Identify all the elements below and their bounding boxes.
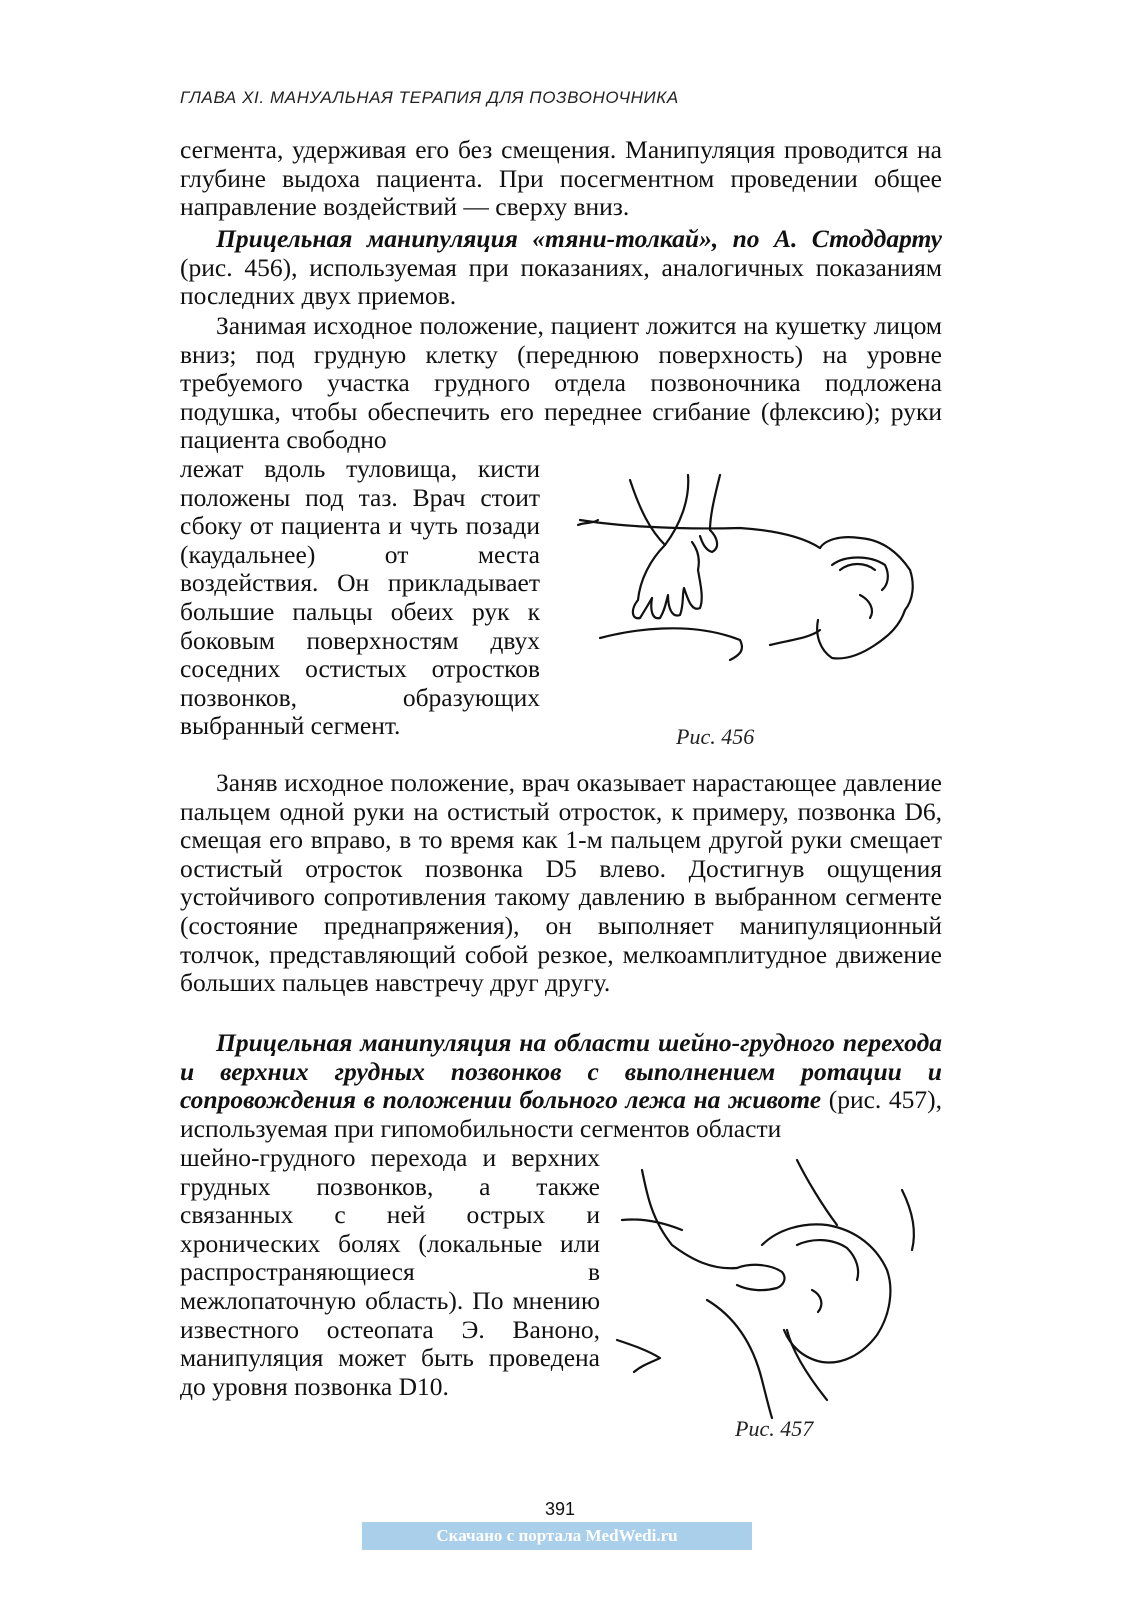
fig456-arm2 [710,475,720,530]
fig457-shoulder [707,1300,772,1418]
figure-457-illustration [612,1150,942,1420]
fig456-thumb [700,530,717,552]
paragraph-3-wrap: лежат вдоль туловища, кисти положены под таз. Врач стоит сбоку от пациента и чуть позади (каудальнее) от места воздействия. Он прикладывает большие пальцы обеих рук к боковым поверхностям двух соседних остистых отростков позвонков, образующих выбранный сегмент. [180,454,540,741]
paragraph-3: Занимая исходное положение, пациент ложится на кушетку лицом вниз; под грудную клетку (переднюю поверхность) на уровне требуемого участка грудного отдела позвоночника подложена подушка, чтобы обеспечить его переднее сгибание (флексию); руки пациента свободно [180,311,942,455]
paragraph-5-text: (рис. 457), используемая при гипомобильности сегментов области [180,1085,943,1143]
paragraph-1: сегмента, удерживая его без смещения. Манипуляция проводится на глубине выдоха пациента. При посегментном проведении общее направление воздействий — сверху вниз. [180,135,942,222]
fig457-head [762,1224,890,1362]
fig457-arm-bottom [617,1340,660,1372]
fig457-arm-left [642,1170,737,1268]
paragraph-4: Заняв исходное положение, врач оказывает нарастающее давление пальцем одной руки на остистый отросток, к примеру, позвонка D6, смещая его вправо, в то время как 1-м пальцем другой руки смещает остистый отросток позвонка D5 влево. Достигнув ощущения устойчивого сопротивления такому давлению в выбранном сегменте (состояние преднапряжения), он выполняет манипуляционный толчок, представляющий собой резкое, мелкоамплитудное движение больших пальцев навстречу друг другу. [180,768,942,998]
fig456-hand [633,542,702,618]
fig457-hand [737,1265,784,1290]
figure-456-illustration [570,470,950,710]
fig457-ear [812,1290,821,1312]
running-header: ГЛАВА XI. МАНУАЛЬНАЯ ТЕРАПИЯ ДЛЯ ПОЗВОНОЧНИКА [180,88,679,107]
figure-456-caption: Рис. 456 [676,724,755,749]
fig457-chin [787,1330,827,1400]
fig456-back [580,520,820,548]
paragraph-2-text: (рис. 456), используемая при показаниях, аналогичных показаниям последних двух приемов. [180,252,942,311]
download-watermark-banner: Скачано с портала MedWedi.ru [362,1522,752,1550]
paragraph-5-wrap: шейно-грудного перехода и верхних грудных позвонков, а также связанных с ней острых и хронических болях (локальные или распространяющиеся в межлопаточную область). По мнению известного остеопата Э. Ваноно, манипуляция может быть проведена до уровня позвонка D10. [180,1143,600,1401]
fig457-arm-right [797,1160,837,1225]
fig456-arm [630,475,688,545]
paragraph-5 [180,1029,942,1143]
fig456-hair [832,558,888,591]
fig456-ear [860,595,872,618]
fig456-torso [600,628,742,660]
paragraph-5-title: Прицельная манипуляция на области шейно-грудного перехода и верхних грудных позвонков с выполнением ротации и сопровождения в положении больного лежа на животе [180,1028,942,1115]
figure-457-caption: Рис. 457 [735,1416,814,1441]
page-number: 391 [545,1499,576,1519]
fig457-hair [797,1240,858,1280]
paragraph-2-title: Прицельная манипуляция «тяни-толкай», по А. Стоддарту [216,224,942,253]
fig457-arm-back [902,1190,914,1250]
paragraph-2 [180,225,942,311]
fig456-arm-under [770,630,820,645]
